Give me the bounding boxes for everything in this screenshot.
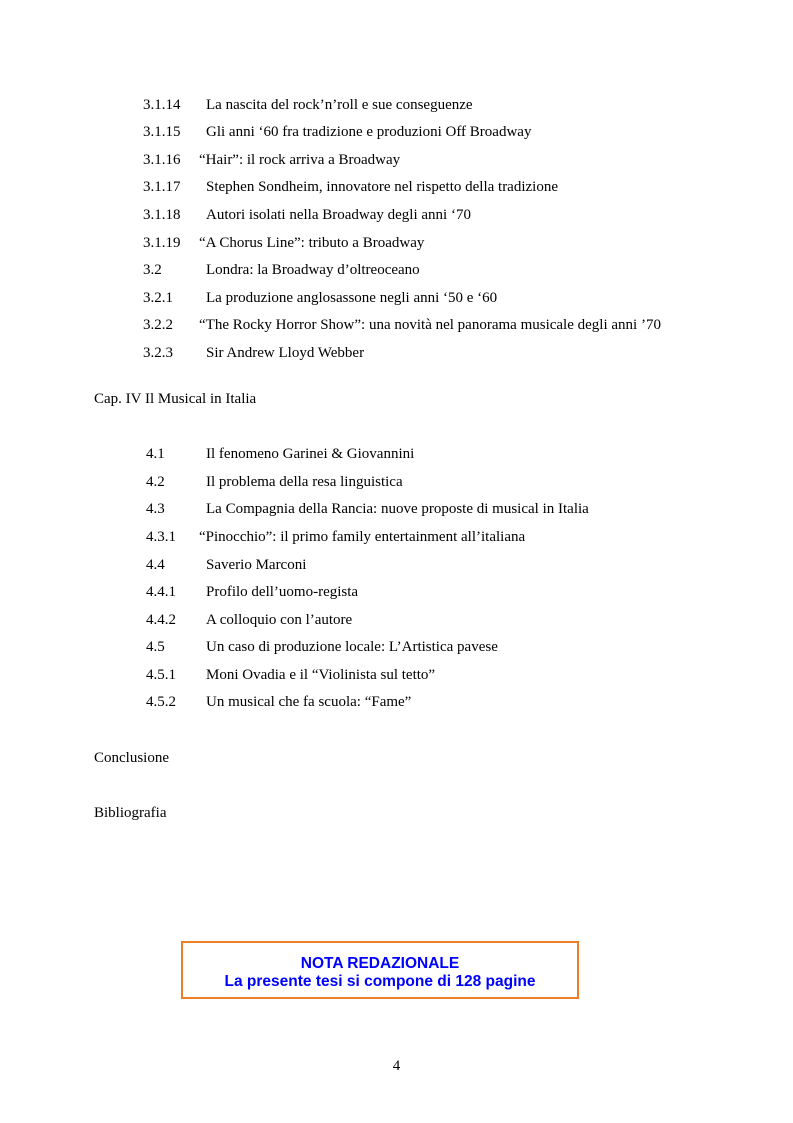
toc-entry-number: 3.1.14 (143, 97, 181, 113)
toc-entry-title: “Pinocchio”: il primo family entertainment all’italiana (199, 529, 526, 545)
toc-entry-title: Sir Andrew Lloyd Webber (206, 345, 365, 361)
toc-entry-number: 3.2 (143, 262, 162, 278)
toc-entry-number: 3.1.19 (143, 235, 181, 251)
conclusion-heading: Conclusione (94, 750, 169, 766)
toc-entry-title: Gli anni ‘60 fra tradizione e produzioni Off Broadway (206, 124, 532, 140)
toc-entry-title: Saverio Marconi (206, 557, 307, 573)
editorial-note-text: La presente tesi si compone di 128 pagine (224, 973, 536, 990)
toc-entry-title: A colloquio con l’autore (206, 612, 353, 628)
toc-entry-title: Profilo dell’uomo-regista (206, 584, 359, 600)
toc-entry-number: 3.2.3 (143, 345, 173, 361)
toc-entry-title: La Compagnia della Rancia: nuove proposte di musical in Italia (206, 501, 589, 517)
toc-entry-title: Autori isolati nella Broadway degli anni ‘70 (206, 207, 471, 223)
toc-entry-number: 3.1.17 (143, 179, 181, 195)
toc-entry-number: 4.4 (146, 557, 165, 573)
editorial-note-title: NOTA REDAZIONALE (300, 955, 460, 972)
toc-entry-title: La produzione anglosassone negli anni ‘50 e ‘60 (206, 290, 498, 306)
chapter-heading: Cap. IV Il Musical in Italia (94, 391, 257, 407)
toc-entry-number: 4.3 (146, 501, 165, 517)
toc-entry-title: “A Chorus Line”: tributo a Broadway (199, 235, 425, 251)
toc-entry-number: 4.1 (146, 446, 165, 462)
toc-entry-title: Il fenomeno Garinei & Giovannini (206, 446, 415, 462)
toc-entry-title: Stephen Sondheim, innovatore nel rispetto della tradizione (206, 179, 558, 195)
toc-entry-title: “Hair”: il rock arriva a Broadway (199, 152, 401, 168)
bibliography-heading: Bibliografia (94, 805, 167, 821)
toc-entry-number: 4.4.1 (146, 584, 176, 600)
toc-entry-title: La nascita del rock’n’roll e sue conseguenze (206, 97, 473, 113)
toc-entry-title: Moni Ovadia e il “Violinista sul tetto” (206, 667, 436, 683)
toc-entry-number: 4.5.1 (146, 667, 176, 683)
toc-entry-number: 3.1.16 (143, 152, 181, 168)
toc-entry-number: 3.1.15 (143, 124, 181, 140)
toc-entry-number: 3.2.2 (143, 317, 173, 333)
editorial-note-box (181, 941, 579, 999)
toc-entry-title: Un musical che fa scuola: “Fame” (206, 694, 412, 710)
page-number: 4 (392, 1058, 401, 1074)
toc-entry-number: 4.5 (146, 639, 165, 655)
toc-entry-title: Londra: la Broadway d’oltreoceano (206, 262, 420, 278)
toc-entry-title: Un caso di produzione locale: L’Artistica pavese (206, 639, 498, 655)
toc-entry-number: 4.5.2 (146, 694, 176, 710)
toc-entry-title: Il problema della resa linguistica (206, 474, 403, 490)
toc-entry-title: “The Rocky Horror Show”: una novità nel panorama musicale degli anni ’70 (199, 317, 661, 333)
toc-entry-number: 3.1.18 (143, 207, 181, 223)
toc-entry-number: 4.3.1 (146, 529, 176, 545)
toc-entry-number: 3.2.1 (143, 290, 173, 306)
toc-entry-number: 4.4.2 (146, 612, 176, 628)
toc-entry-number: 4.2 (146, 474, 165, 490)
